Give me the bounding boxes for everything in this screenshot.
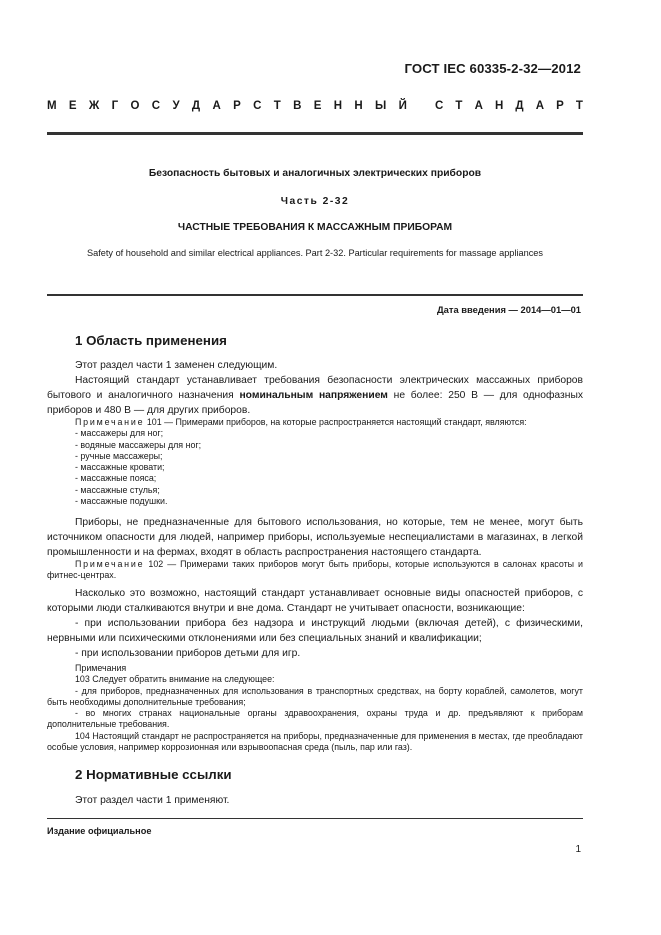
banner-letter: Т [455,100,463,112]
document-subtitle: ЧАСТНЫЕ ТРЕБОВАНИЯ К МАССАЖНЫМ ПРИБОРАМ [177,222,453,233]
banner-letter: Н [333,100,343,112]
page-number: 1 [575,844,581,855]
list-item: - ручные массажеры; [75,450,163,461]
introduction-date: Дата введения — 2014—01—01 [436,304,581,315]
list-item: - водяные массажеры для ног; [75,439,202,450]
section-2-paragraph-1: Этот раздел части 1 применяют. [75,795,230,806]
term-bold: номинальным напряжением [239,390,388,402]
list-item: - массажные подушки. [75,496,168,507]
banner-letter: Й [398,100,407,112]
note-label: Примечание [75,559,145,569]
notes-103-104 [47,663,583,753]
banner-letter: С [151,100,161,112]
interstate-standard-banner [47,100,583,112]
section-2-heading: 2 Нормативные ссылки [75,767,232,782]
banner-letter: Р [556,100,564,112]
banner-letter: Д [515,100,524,112]
banner-letter: М [47,100,57,112]
section-1-paragraph-3: Приборы, не предназначенные для бытового использования, но которые, тем не менее, могут быть источником опасности для людей, например приборы, используемые неспециалистами в магазинах, в легкой промышленности и на фермах, входят в область распространения настоящего стандарта. [47,517,583,559]
document-title: Безопасность бытовых и аналогичных электрических приборов [148,168,482,179]
english-title: Safety of household and similar electrical appliances. Part 2-32. Particular requirements for massage appliances [86,248,544,258]
note-103-item: - во многих странах национальные органы здравоохранения, охраны труда и др. предъявляют к приборам дополнительные требования. [47,708,583,730]
section-1-paragraph-1: Этот раздел части 1 заменен следующим. [75,360,278,371]
section-1-list-item-1: - при использовании прибора без надзора и инструкций людьми (включая детей), с физическими, нервными или психическими отклонениями или без специальных знаний и квалификации; [47,618,583,645]
list-item: - массажные кровати; [75,462,165,473]
banner-letter: Е [68,100,77,112]
note-102 [47,559,583,582]
note-text: 101 — Примерами приборов, на которые распространяется настоящий стандарт, являются: [144,417,527,427]
paragraph-text: Настоящий стандарт устанавливает требования безопасности электрических массажных приборов бытового и аналогичного назначения [47,375,583,402]
note-101 [47,417,583,507]
banner-letter: С [435,100,444,112]
note-label: Примечание [75,417,145,427]
header-rule [47,132,583,135]
banner-letter: У [172,100,180,112]
banner-letter: А [535,100,545,112]
banner-letter: С [253,100,262,112]
banner-letter: Н [494,100,504,112]
interstate-word [47,100,407,112]
title-rule [47,294,583,296]
official-edition-label: Издание официальное [47,826,152,836]
banner-letter: А [212,100,221,112]
banner-letter: Г [111,100,119,112]
standard-word [435,100,583,112]
note-103-item: - для приборов, предназначенных для использования в транспортных средствах, на борту кораблей, самолетов, могут быть необходимы дополнительные требования; [47,685,583,707]
banner-letter: Ы [375,100,387,112]
paragraph-text: не более: 250 В — для однофазных приборов и 480 В — для других приборов. [47,390,584,417]
banner-letter: Т [575,100,583,112]
footer-rule [47,818,583,819]
notes-heading: Примечания [75,663,127,673]
list-item: - массажные стулья; [75,484,160,495]
banner-letter: В [293,100,302,112]
banner-letter: Е [313,100,322,112]
list-item: - массажеры для ног; [75,428,164,439]
banner-letter: Ж [88,100,100,112]
section-1-heading: 1 Область применения [75,333,227,348]
document-code: ГОСТ IEC 60335-2-32—2012 [404,61,581,76]
document-part: Часть 2-32 [280,196,350,207]
section-1-list-item-2: - при использовании приборов детьми для игр. [75,648,301,659]
note-104: 104 Настоящий стандарт не распространяется на приборы, предназначенные для применения в местах, где преобладают особые условия, например коррозионная или взрывоопасная среда (пыль, пар или газ). [47,730,583,753]
note-text: 102 — Примерами таких приборов могут быть приборы, которые используются в салонах красоты и фитнес-центрах. [47,559,583,581]
list-item: - массажные пояса; [75,473,157,484]
banner-letter: Р [233,100,241,112]
section-1-paragraph-2 [47,373,583,419]
banner-letter: Д [191,100,201,112]
banner-letter: Т [273,100,281,112]
banner-letter: О [130,100,140,112]
section-1-paragraph-4: Насколько это возможно, настоящий стандарт устанавливает основные виды опасностей приборов, с которыми люди сталкиваются внутри и вне дома. Стандарт не учитывает опасности, возникающие: [47,588,583,615]
banner-letter: Н [354,100,363,112]
note-103: 103 Следует обратить внимание на следующее: [75,674,275,685]
banner-letter: А [474,100,483,112]
